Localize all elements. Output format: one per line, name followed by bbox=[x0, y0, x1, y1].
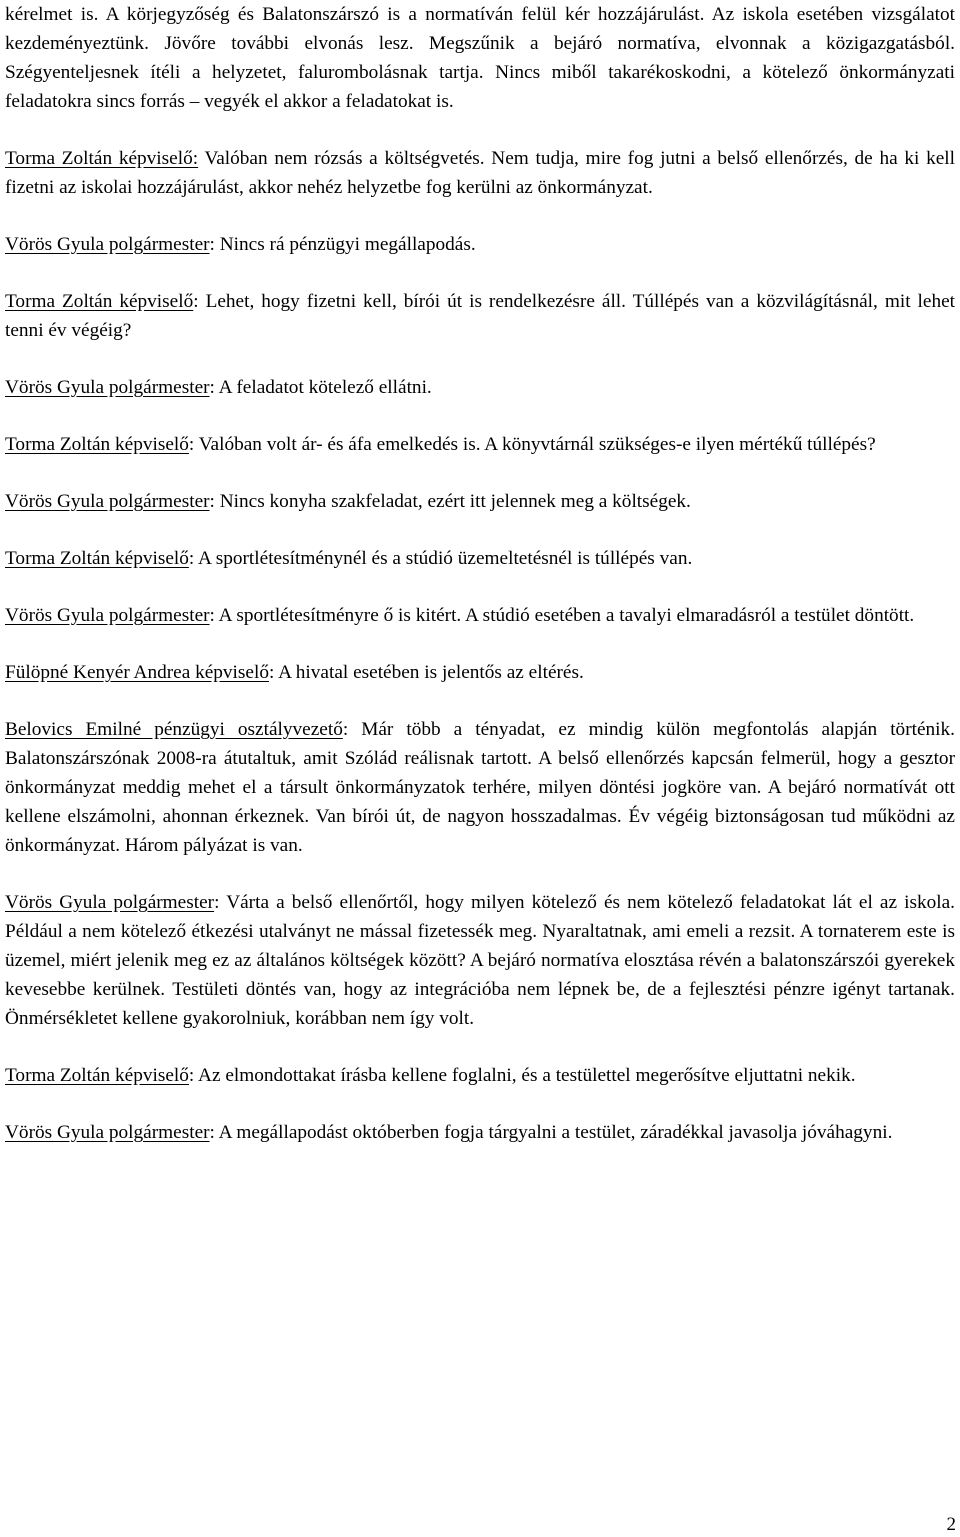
speaker-name: Torma Zoltán képviselő: bbox=[5, 148, 199, 169]
paragraph-text: Nincs konyha szakfeladat, ezért itt jelennek meg a költségek. bbox=[219, 491, 691, 512]
paragraph-torma-4 bbox=[5, 544, 955, 573]
speaker-name: Vörös Gyula polgármester bbox=[5, 605, 210, 626]
paragraph-text: A megállapodást októberben fogja tárgyalni a testület, záradékkal javasolja jóváhagyni. bbox=[218, 1122, 893, 1143]
paragraph-text: A sportlétesítménynél és a stúdió üzemeltetésnél is túllépés van. bbox=[198, 548, 693, 569]
speaker-separator: : bbox=[209, 605, 219, 626]
speaker-name: Vörös Gyula polgármester bbox=[5, 234, 210, 255]
paragraph-text: A sportlétesítményre ő is kitért. A stúdió esetében a tavalyi elmaradásról a testület döntött. bbox=[218, 605, 915, 626]
paragraph-continuation bbox=[5, 0, 955, 116]
speaker-name: Vörös Gyula polgármester bbox=[5, 491, 210, 512]
paragraph-voros-4 bbox=[5, 601, 955, 630]
speaker-separator: : bbox=[209, 234, 220, 255]
speaker-separator: : bbox=[342, 719, 362, 740]
paragraph-voros-3 bbox=[5, 487, 955, 516]
paragraph-text: Várta a belső ellenőrtől, hogy milyen kötelező és nem kötelező feladatokat lát el az iskola. Például a nem kötelező étkezési utalványt ne mással fizetessék meg. Nyaraltatnak, ami emeli a rezsit. A tornaterem este is üzemel, miért jelenik meg ez az általános költségek között? A bejáró normatíva elosztása révén a balatonszárszói gyerekek kevesebbe kerülnek. Testületi döntés van, hogy az integrációba nem lépnek be, de a fejlesztési pénzre igényt tartanak. Önmérsékletet kellene gyakorolniuk, korábban nem így volt. bbox=[5, 892, 955, 1029]
paragraph-text: Valóban nem rózsás a költségvetés. Nem tudja, mire fog jutni a belső ellenőrzés, de ha ki kell fizetni az iskolai hozzájárulást, akkor nehéz helyzetbe fog kerülni az önkormányzat. bbox=[5, 148, 955, 198]
speaker-name: Torma Zoltán képviselő bbox=[5, 1065, 189, 1086]
paragraph-voros-5 bbox=[5, 888, 955, 1033]
speaker-name: Torma Zoltán képviselő bbox=[5, 548, 189, 569]
speaker-name: Vörös Gyula polgármester bbox=[5, 1122, 210, 1143]
speaker-separator: : bbox=[209, 491, 220, 512]
speaker-separator: : bbox=[214, 892, 227, 913]
speaker-name: Vörös Gyula polgármester bbox=[5, 377, 210, 398]
paragraph-text: Nincs rá pénzügyi megállapodás. bbox=[219, 234, 476, 255]
paragraph-voros-6 bbox=[5, 1118, 955, 1147]
paragraph-text: A feladatot kötelező ellátni. bbox=[218, 377, 432, 398]
speaker-separator: : bbox=[188, 1065, 199, 1086]
paragraph-torma-2 bbox=[5, 287, 955, 345]
paragraph-torma-1 bbox=[5, 144, 955, 202]
speaker-separator: : bbox=[209, 377, 219, 398]
speaker-separator: : bbox=[188, 548, 199, 569]
page-number: 2 bbox=[946, 1514, 956, 1535]
paragraph-text: Már több a tényadat, ez mindig külön megfontolás alapján történik. Balatonszárszónak 2008-ra átutaltuk, amit Szólád reálisnak tartott. A belső ellenőrzés kapcsán felmerül, hogy a gesztor önkormányzat meddig mehet el a társult önkormányzatok terhére, milyen döntési jogköre van. A bejáró normatívát ott kellene elszámolni, ahonnan érkeznek. Van bírói út, de nagyon hosszadalmas. Év végéig biztonságosan tud működni az önkormányzat. Három pályázat is van. bbox=[5, 719, 955, 856]
speaker-name: Torma Zoltán képviselő bbox=[5, 291, 194, 312]
paragraph-text: kérelmet is. A körjegyzőség és Balatonszárszó is a normatíván felül kér hozzájárulást. Az iskola esetében vizsgálatot kezdeményeztünk. Jövőre további elvonás lesz. Megszűnik a bejáró normatíva, elvonnak a közigazgatásból. Szégyenteljesnek ítéli a helyzetet, falurombolásnak tartja. Nincs miből takarékoskodni, a kötelező önkormányzati feladatokra sincs forrás – vegyék el akkor a feladatokat is. bbox=[5, 4, 955, 112]
speaker-separator: : bbox=[268, 662, 279, 683]
speaker-separator: : bbox=[188, 434, 199, 455]
paragraph-text: A hivatal esetében is jelentős az eltérés. bbox=[278, 662, 584, 683]
document-page bbox=[5, 0, 955, 1147]
speaker-separator: : bbox=[193, 291, 206, 312]
speaker-name: Torma Zoltán képviselő bbox=[5, 434, 189, 455]
speaker-separator: : bbox=[209, 1122, 219, 1143]
paragraph-fulopne-1 bbox=[5, 658, 955, 687]
paragraph-torma-5 bbox=[5, 1061, 955, 1090]
paragraph-belovics-1 bbox=[5, 715, 955, 860]
paragraph-text: Valóban volt ár- és áfa emelkedés is. A könyvtárnál szükséges-e ilyen mértékű túllépés? bbox=[198, 434, 876, 455]
speaker-name: Vörös Gyula polgármester bbox=[5, 892, 215, 913]
paragraph-text: Lehet, hogy fizetni kell, bírói út is rendelkezésre áll. Túllépés van a közvilágításnál, mit lehet tenni év végéig? bbox=[5, 291, 955, 341]
paragraph-torma-3 bbox=[5, 430, 955, 459]
speaker-name: Belovics Emilné pénzügyi osztályvezető bbox=[5, 719, 343, 740]
speaker-name: Fülöpné Kenyér Andrea képviselő bbox=[5, 662, 269, 683]
paragraph-voros-1 bbox=[5, 230, 955, 259]
paragraph-voros-2 bbox=[5, 373, 955, 402]
paragraph-text: Az elmondottakat írásba kellene foglalni, és a testülettel megerősítve eljuttatni nekik. bbox=[198, 1065, 856, 1086]
